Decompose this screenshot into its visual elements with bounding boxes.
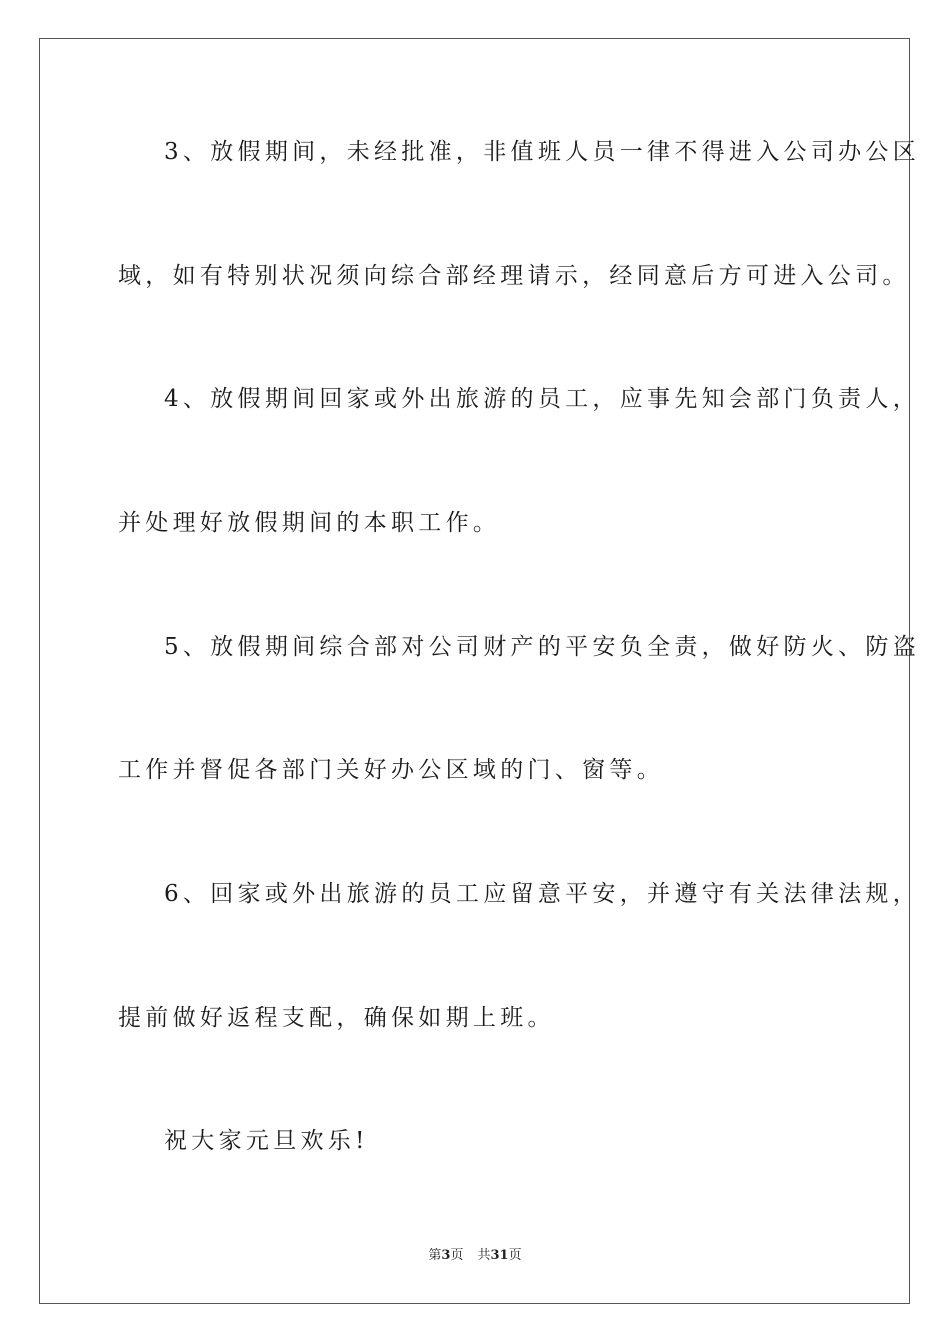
paragraph-6-line-2: 提前做好返程支配，确保如期上班。 bbox=[118, 1005, 555, 1031]
page-footer bbox=[0, 1247, 950, 1265]
page-number: 3 bbox=[441, 1248, 451, 1263]
greeting-line: 祝大家元旦欢乐! bbox=[164, 1128, 369, 1154]
paragraph-6-line-1: 6、回家或外出旅游的员工应留意平安，并遵守有关法律法规， bbox=[164, 881, 921, 907]
page-border bbox=[39, 38, 921, 1304]
paragraph-4-line-1: 4、放假期间回家或外出旅游的员工，应事先知会部门负责人， bbox=[164, 386, 921, 412]
paragraph-5-line-1: 5、放假期间综合部对公司财产的平安负全责，做好防火、防盗 bbox=[164, 634, 921, 660]
paragraph-4-line-2: 并处理好放假期间的本职工作。 bbox=[118, 510, 501, 536]
paragraph-3-line-1: 3、放假期间，未经批准，非值班人员一律不得进入公司办公区 bbox=[164, 139, 921, 165]
page-suffix: 页 bbox=[450, 1248, 464, 1263]
total-suffix: 页 bbox=[508, 1248, 522, 1263]
total-pages: 31 bbox=[490, 1248, 509, 1263]
total-prefix: 共 bbox=[477, 1248, 491, 1263]
paragraph-3-line-2: 域，如有特别状况须向综合部经理请示，经同意后方可进入公司。 bbox=[118, 263, 910, 289]
paragraph-5-line-2: 工作并督促各部门关好办公区域的门、窗等。 bbox=[118, 757, 664, 783]
page-prefix: 第 bbox=[428, 1248, 442, 1263]
